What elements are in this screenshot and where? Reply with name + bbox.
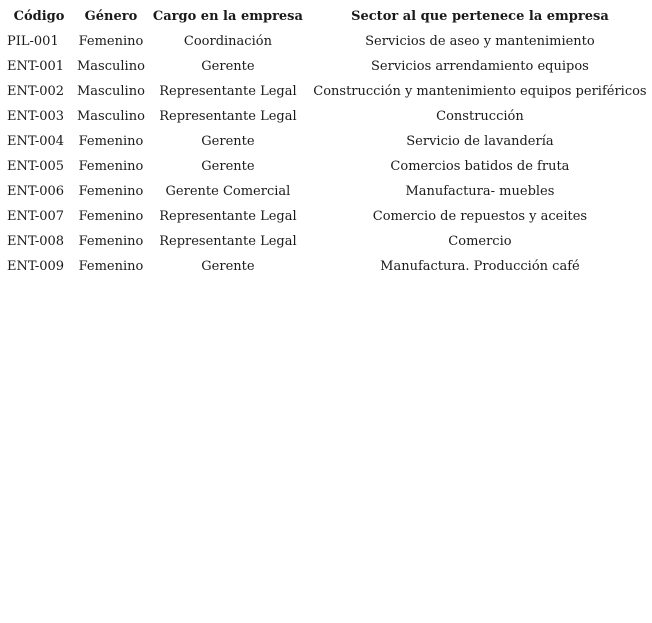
cell-cargo: Representante Legal [159,109,297,124]
cell-sector: Comercios batidos de fruta [390,159,570,174]
document-body [4,4,652,279]
table-row [4,54,652,79]
header-genero: Género [84,9,138,24]
cell-codigo: ENT-003 [7,109,65,124]
cell-cargo: Gerente [201,134,255,149]
cell-codigo: ENT-006 [7,184,65,199]
cell-codigo: PIL-001 [7,34,59,49]
cell-sector: Servicio de lavandería [406,134,554,149]
cell-codigo: ENT-004 [7,134,65,149]
cell-cargo: Gerente [201,259,255,274]
cell-genero: Femenino [78,184,144,199]
cell-codigo: ENT-008 [7,234,65,249]
header-cargo: Cargo en la empresa [152,9,303,24]
table-row [4,179,652,204]
cell-sector: Manufactura- muebles [405,184,555,199]
cell-sector: Comercio [448,234,512,249]
cell-genero: Femenino [78,259,144,274]
cell-codigo: ENT-002 [7,84,65,99]
cell-genero: Femenino [78,234,144,249]
cell-cargo: Representante Legal [159,234,297,249]
cell-genero: Masculino [77,84,145,99]
cell-sector: Manufactura. Producción café [380,259,580,274]
cell-sector: Comercio de repuestos y aceites [372,209,588,224]
header-codigo: Código [13,9,65,24]
cell-sector: Servicios arrendamiento equipos [371,59,589,74]
cell-codigo: ENT-007 [7,209,65,224]
cell-sector: Servicios de aseo y mantenimiento [365,34,595,49]
cell-genero: Masculino [77,109,145,124]
header-sector: Sector al que pertenece la empresa [351,9,609,24]
cell-sector: Construcción [436,109,524,124]
table-row [4,154,652,179]
cell-codigo: ENT-005 [7,159,65,174]
cell-genero: Femenino [78,159,144,174]
cell-cargo: Gerente [201,59,255,74]
data-table [4,4,652,279]
table-row [4,29,652,54]
cell-genero: Masculino [77,59,145,74]
header-row [4,4,652,29]
cell-genero: Femenino [78,34,144,49]
cell-cargo: Gerente Comercial [165,184,291,199]
cell-cargo: Representante Legal [159,84,297,99]
cell-codigo: ENT-009 [7,259,65,274]
table-row [4,129,652,154]
cell-genero: Femenino [78,134,144,149]
cell-codigo: ENT-001 [7,59,65,74]
cell-sector: Construcción y mantenimiento equipos periféricos [313,84,647,99]
table-row [4,229,652,254]
table-row [4,254,652,279]
table-row [4,79,652,104]
table-row [4,204,652,229]
table-row [4,104,652,129]
cell-genero: Femenino [78,209,144,224]
cell-cargo: Coordinación [183,34,272,49]
cell-cargo: Gerente [201,159,255,174]
cell-cargo: Representante Legal [159,209,297,224]
